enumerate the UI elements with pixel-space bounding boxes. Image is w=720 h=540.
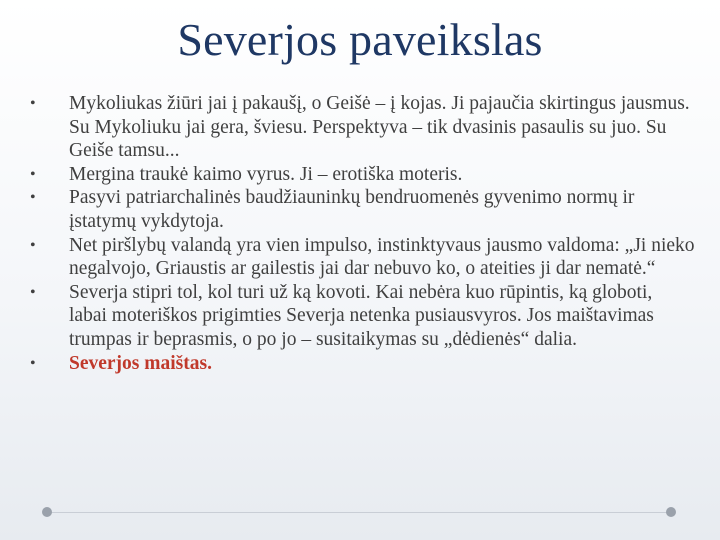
- bullet-item: [30, 234, 695, 281]
- bullet-text: Severja stipri tol, kol turi už ką kovoti. Kai nebėra kuo rūpintis, ką globoti, labai moteriškos prigimties Severja netenka pusiausvyros. Jos maištavimas trumpas ir beprasmis, o po jo – susitaikymas su „dėdienės“ dalia.: [69, 281, 654, 350]
- bullet-text: Net piršlybų valandą yra vien impulso, instinktyvaus jausmo valdoma: „Ji nieko negalvojo, Griaustis ar gailestis jai dar nebuvo ko, o ateities ji dar nematė.“: [69, 234, 695, 280]
- bullet-list: [30, 92, 695, 375]
- bullet-icon: •: [30, 95, 36, 112]
- bullet-icon: •: [30, 283, 36, 301]
- bullet-text: Pasyvi patriarchalinės baudžiauninkų bendruomenės gyvenimo normų ir įstatymų vykdytoja.: [69, 187, 635, 232]
- bullet-icon: •: [30, 165, 36, 183]
- bullet-item: [30, 281, 695, 352]
- bullet-text: Severjos maištas.: [69, 352, 212, 374]
- bullet-icon: •: [30, 236, 36, 254]
- bullet-item: [30, 92, 695, 163]
- bullet-icon: •: [30, 189, 36, 207]
- bullet-item: [30, 186, 695, 233]
- footer-dot-icon: [42, 507, 52, 517]
- bullet-item: [30, 163, 695, 187]
- slide-title: Severjos paveikslas: [177, 14, 543, 65]
- bullet-text: Mergina traukė kaimo vyrus. Ji – erotiška moteris.: [69, 163, 463, 185]
- footer-divider: [47, 512, 671, 513]
- bullet-icon: •: [30, 354, 36, 372]
- bullet-item-highlighted: [30, 352, 695, 376]
- footer-dot-icon: [666, 507, 676, 517]
- bullet-text: Mykoliukas žiūri jai į pakaušį, o Geišė – į kojas. Ji pajaučia skirtingus jausmus. Su Mykoliuku jai gera, šviesu. Perspektyva – tik dvasinis pasaulis su juo. Su Geiše tamsu...: [69, 93, 690, 162]
